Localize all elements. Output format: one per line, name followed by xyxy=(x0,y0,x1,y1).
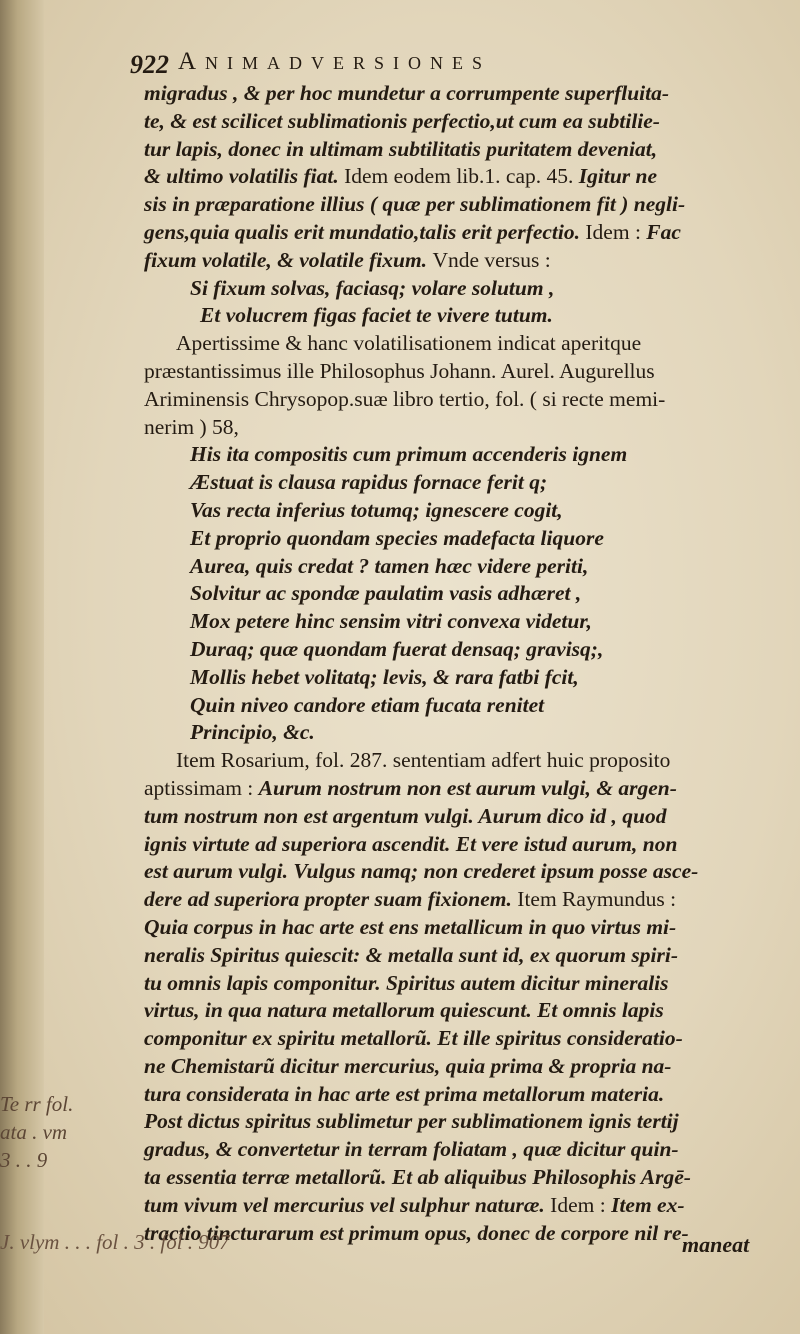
roman-text-run: præstantissimus ille Philosophus Johann. Aurel. Augurellus xyxy=(144,358,655,383)
italic-text-run: tur lapis, donec in ultimam subtilitatis puritatem deveniat, xyxy=(144,136,658,161)
text-line xyxy=(144,886,776,914)
italic-text-run: Item ex- xyxy=(611,1192,685,1217)
roman-text-run: Item Raymundus : xyxy=(517,887,677,912)
text-line xyxy=(144,692,776,720)
running-title: Animadversiones xyxy=(178,48,492,75)
roman-text-run: Idem : xyxy=(550,1192,612,1217)
text-line xyxy=(144,414,776,442)
margin-note: 3 . . 9 xyxy=(0,1148,48,1172)
italic-text-run: Quia corpus in hac arte est ens metallicum in quo virtus mi- xyxy=(144,914,677,939)
text-line xyxy=(144,1053,776,1081)
text-line xyxy=(144,747,776,775)
page-number: 922 xyxy=(130,50,169,79)
text-line xyxy=(144,858,776,886)
italic-text-run: sis in præparatione illius ( quæ per sublimationem fit ) negli- xyxy=(144,192,686,217)
italic-text-run: Mollis hebet volitatq; levis, & rara fatbi fcit, xyxy=(190,664,579,689)
italic-text-run: Et proprio quondam species madefacta liquore xyxy=(190,525,604,550)
italic-text-run: Si fixum solvas, faciasq; volare solutum , xyxy=(190,275,555,300)
text-line xyxy=(144,970,776,998)
italic-text-run: Mox petere hinc sensim vitri convexa videtur, xyxy=(190,609,592,634)
text-line xyxy=(144,1136,776,1164)
text-line xyxy=(144,719,776,747)
text-line xyxy=(144,302,776,330)
roman-text-run: Ariminensis Chrysopop.suæ libro tertio, fol. ( si recte memi- xyxy=(144,386,666,411)
roman-text-run: Vnde versus : xyxy=(432,247,551,272)
italic-text-run: dere ad superiora propter suam fixionem. xyxy=(144,887,518,912)
italic-text-run: ignis virtute ad superiora ascendit. Et vere istud aurum, non xyxy=(144,831,678,856)
text-line xyxy=(144,1108,776,1136)
text-line xyxy=(144,1081,776,1109)
italic-text-run: Principio, &c. xyxy=(190,720,315,745)
roman-text-run: Idem : xyxy=(585,219,647,244)
text-line xyxy=(144,803,776,831)
italic-text-run: Solvitur ac spondæ paulatim vasis adhæret , xyxy=(190,581,582,606)
handwritten-margin-notes xyxy=(0,1090,150,1174)
italic-text-run: Fac xyxy=(646,219,681,244)
text-line xyxy=(144,275,776,303)
main-text-block xyxy=(144,80,776,1247)
italic-text-run: componitur ex spiritu metallorũ. Et ille spiritus consideratio- xyxy=(144,1026,683,1051)
italic-text-run: Aurea, quis credat ? tamen hæc videre periti, xyxy=(190,553,589,578)
text-line xyxy=(144,525,776,553)
text-line xyxy=(144,108,776,136)
text-line xyxy=(144,80,776,108)
margin-note: Te rr fol. xyxy=(0,1092,74,1116)
italic-text-run: Et volucrem figas faciet te vivere tutum. xyxy=(200,303,553,328)
text-line xyxy=(144,191,776,219)
roman-text-run: Item Rosarium, fol. 287. sententiam adfert huic proposito xyxy=(176,748,671,773)
text-line xyxy=(144,469,776,497)
roman-text-run: Apertissime & hanc volatilisationem indicat aperitque xyxy=(176,331,642,356)
text-line xyxy=(144,664,776,692)
italic-text-run: Æstuat is clausa rapidus fornace ferit q; xyxy=(190,470,548,495)
text-line xyxy=(144,1164,776,1192)
italic-text-run: tu omnis lapis componitur. Spiritus autem dicitur mineralis xyxy=(144,970,669,995)
text-line xyxy=(144,136,776,164)
text-line xyxy=(144,247,776,275)
italic-text-run: Quin niveo candore etiam fucata renitet xyxy=(190,692,545,717)
italic-text-run: Aurum nostrum non est aurum vulgi, & argen- xyxy=(258,775,677,800)
italic-text-run: & ultimo volatilis fiat. xyxy=(144,164,345,189)
text-line xyxy=(144,608,776,636)
italic-text-run: tum nostrum non est argentum vulgi. Aurum dico id , quod xyxy=(144,803,667,828)
text-line xyxy=(144,386,776,414)
text-line xyxy=(144,580,776,608)
text-line xyxy=(144,358,776,386)
italic-text-run: tura considerata in hac arte est prima metallorum materia. xyxy=(144,1081,665,1106)
italic-text-run: Igitur ne xyxy=(578,164,658,189)
text-line xyxy=(144,330,776,358)
text-line xyxy=(144,636,776,664)
italic-text-run: tum vivum vel mercurius vel sulphur naturæ. xyxy=(144,1192,551,1217)
text-line xyxy=(144,497,776,525)
italic-text-run: migradus , & per hoc mundetur a corrumpente superfluita- xyxy=(144,81,670,105)
italic-text-run: fixum volatile, & volatile fixum. xyxy=(144,247,433,272)
roman-text-run: nerim ) 58, xyxy=(144,414,239,439)
text-line xyxy=(144,914,776,942)
catchword: maneat xyxy=(682,1232,750,1257)
italic-text-run: gens,quia qualis erit mundatio,talis erit perfectio. xyxy=(144,219,586,244)
italic-text-run: neralis Spiritus quiescit: & metalla sunt id, ex quorum spiri- xyxy=(144,942,679,967)
text-line xyxy=(144,1192,776,1220)
italic-text-run: tractio tincturarum est primum opus, donec de corpore nil re- xyxy=(144,1220,689,1245)
text-line xyxy=(144,1025,776,1053)
text-line xyxy=(144,553,776,581)
text-line xyxy=(144,775,776,803)
italic-text-run: Duraq; quæ quondam fuerat densaq; gravisq;, xyxy=(190,636,604,661)
italic-text-run: est aurum vulgi. Vulgus namq; non crederet ipsum posse asce- xyxy=(144,859,699,884)
text-line xyxy=(144,997,776,1025)
italic-text-run: Vas recta inferius totumq; ignescere cogit, xyxy=(190,497,563,522)
text-line xyxy=(144,219,776,247)
italic-text-run: te, & est scilicet sublimationis perfectio,ut cum ea subtilie- xyxy=(144,108,660,133)
italic-text-run: His ita compositis cum primum accenderis ignem xyxy=(190,442,628,467)
italic-text-run: virtus, in qua natura metallorum quiescunt. Et omnis lapis xyxy=(144,998,664,1023)
italic-text-run: gradus, & convertetur in terram foliatam , quæ dicitur quin- xyxy=(144,1137,679,1162)
roman-text-run: Idem eodem lib.1. cap. 45. xyxy=(344,164,579,189)
italic-text-run: ta essentia terræ metallorũ. Et ab aliquibus Philosophis Argē- xyxy=(144,1165,691,1190)
text-line xyxy=(144,441,776,469)
text-line xyxy=(144,163,776,191)
text-line xyxy=(144,942,776,970)
text-line xyxy=(144,831,776,859)
margin-note: ata . vm xyxy=(0,1120,68,1144)
handwritten-bottom-note: J. vlym . . . fol . 3 . fol . 907 xyxy=(0,1230,230,1254)
roman-text-run: aptissimam : xyxy=(144,775,259,800)
italic-text-run: Post dictus spiritus sublimetur per sublimationem ignis tertij xyxy=(144,1109,679,1134)
italic-text-run: ne Chemistarũ dicitur mercurius, quia prima & propria na- xyxy=(144,1053,672,1078)
